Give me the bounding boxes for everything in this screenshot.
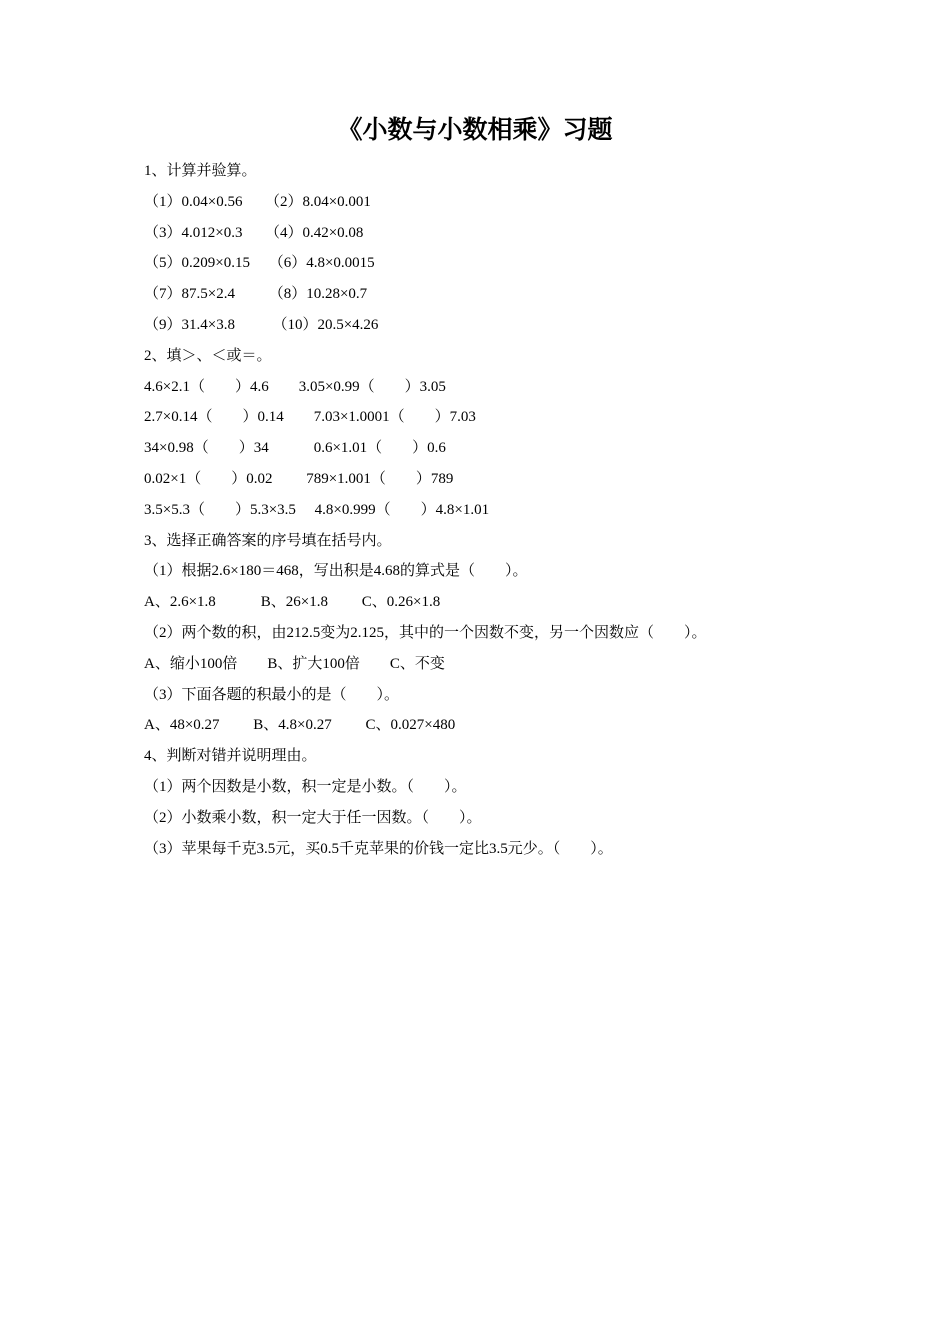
- section-3-heading: 3、选择正确答案的序号填在括号内。: [144, 532, 392, 549]
- question-line: （1）0.04×0.56 （2）8.04×0.001: [144, 193, 371, 210]
- question-line: （9）31.4×3.8 （10）20.5×4.26: [144, 316, 379, 333]
- document-title: 《小数与小数相乘》习题: [337, 117, 613, 144]
- answer-options: A、缩小100倍 B、扩大100倍 C、不变: [144, 655, 445, 672]
- question-line: （5）0.209×0.15 （6）4.8×0.0015: [144, 255, 375, 272]
- question-line: 34×0.98（ ）34 0.6×1.01（ ）0.6: [144, 440, 446, 457]
- section-2-heading: 2、填＞、＜或＝。: [144, 347, 272, 364]
- section-1-heading: 1、计算并验算。: [144, 163, 257, 179]
- question-line: （3）下面各题的积最小的是（ ）。: [144, 686, 400, 703]
- question-line: 3.5×5.3（ ）5.3×3.5 4.8×0.999（ ）4.8×1.01: [144, 501, 490, 518]
- question-line: （3）苹果每千克3.5元，买0.5千克苹果的价钱一定比3.5元少。（ ）。: [144, 840, 613, 857]
- question-line: 0.02×1（ ）0.02 789×1.001（ ）789: [144, 470, 454, 487]
- answer-options: A、2.6×1.8 B、26×1.8 C、0.26×1.8: [144, 594, 441, 611]
- question-line: （3）4.012×0.3 （4）0.42×0.08: [144, 224, 364, 241]
- question-line: （1）根据2.6×180＝468，写出积是4.68的算式是（ ）。: [144, 563, 528, 580]
- question-line: （7）87.5×2.4 （8）10.28×0.7: [144, 286, 368, 303]
- question-line: （2）两个数的积，由212.5变为2.125，其中的一个因数不变，另一个因数应（ ）。: [144, 624, 707, 641]
- question-line: （2）小数乘小数，积一定大于任一因数。（ ）。: [144, 809, 482, 826]
- document-body: [144, 156, 844, 864]
- question-line: 4.6×2.1（ ）4.6 3.05×0.99（ ）3.05: [144, 378, 446, 395]
- answer-options: A、48×0.27 B、4.8×0.27 C、0.027×480: [144, 717, 456, 734]
- section-4-heading: 4、判断对错并说明理由。: [144, 748, 317, 765]
- question-line: （1）两个因数是小数，积一定是小数。（ ）。: [144, 778, 467, 795]
- question-line: 2.7×0.14（ ）0.14 7.03×1.0001（ ）7.03: [144, 409, 476, 426]
